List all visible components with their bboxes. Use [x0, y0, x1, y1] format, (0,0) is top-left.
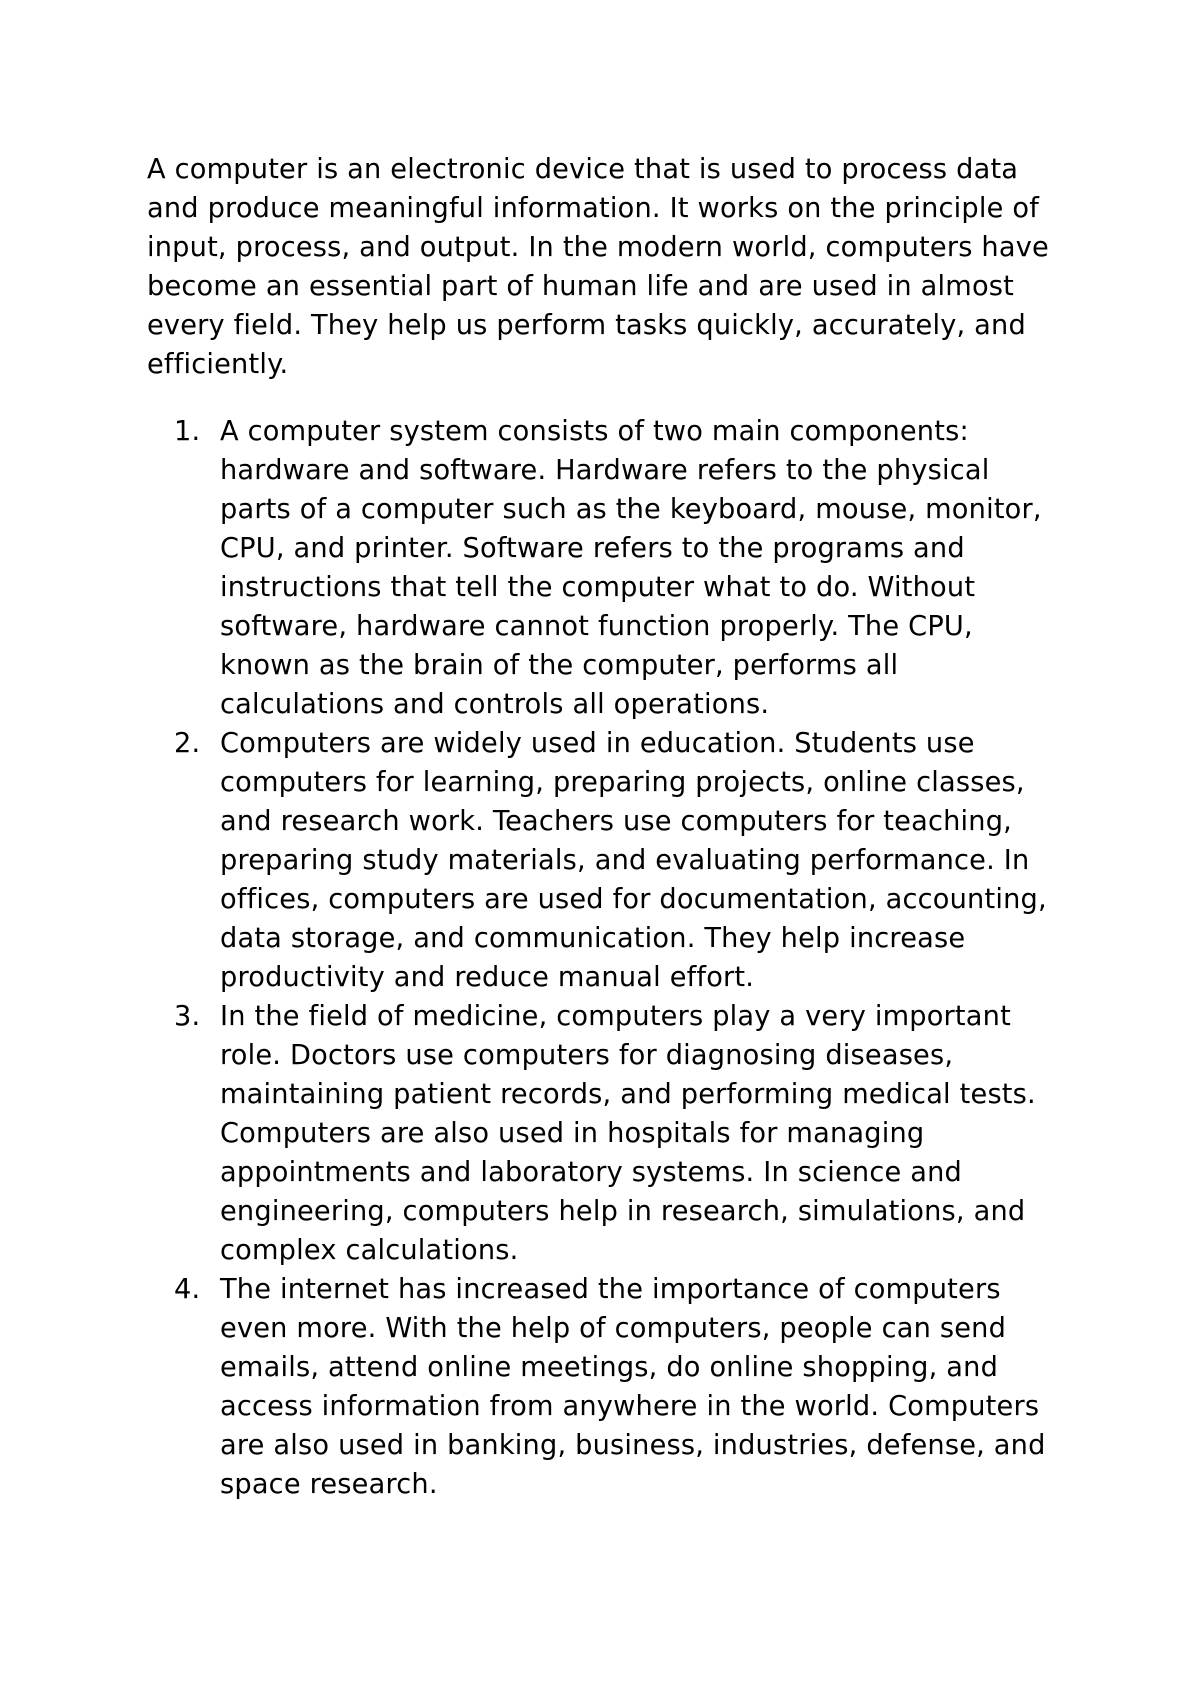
list-item [147, 412, 1067, 724]
list-item-text: A computer system consists of two main components: hardware and software. Hardware refers to the physical parts of a computer such as the keyboard, mouse, monitor, CPU, and printer. Software refers to the programs and instructions that tell the computer what to do. Without software, hardware cannot function properly. The CPU, known as the brain of the computer, performs all calculations and controls all operations. [220, 416, 1042, 720]
list-item-number: 3. [174, 1001, 201, 1032]
numbered-list [147, 412, 1067, 1504]
list-item [147, 1270, 1067, 1504]
list-item [147, 997, 1067, 1270]
document-body [147, 150, 1067, 1504]
list-item [147, 724, 1067, 997]
intro-paragraph: A computer is an electronic device that is used to process data and produce meaningful information. It works on the principle of input, process, and output. In the modern world, computers have become an essential part of human life and are used in almost every field. They help us perform tasks quickly, accurately, and efficiently. [147, 154, 1049, 380]
list-item-text: Computers are widely used in education. Students use computers for learning, preparing projects, online classes, and research work. Teachers use computers for teaching, preparing study materials, and evaluating performance. In offices, computers are used for documentation, accounting, data storage, and communication. They help increase productivity and reduce manual effort. [220, 728, 1047, 993]
list-item-text: In the field of medicine, computers play a very important role. Doctors use computers for diagnosing diseases, maintaining patient records, and performing medical tests. Computers are also used in hospitals for managing appointments and laboratory systems. In science and engineering, computers help in research, simulations, and complex calculations. [220, 1001, 1036, 1266]
list-item-number: 2. [174, 728, 201, 759]
list-item-text: The internet has increased the importance of computers even more. With the help of computers, people can send emails, attend online meetings, do online shopping, and access information from anywhere in the world. Computers are also used in banking, business, industries, defense, and space research. [220, 1274, 1046, 1500]
list-item-number: 1. [174, 416, 201, 447]
list-item-number: 4. [174, 1274, 201, 1305]
